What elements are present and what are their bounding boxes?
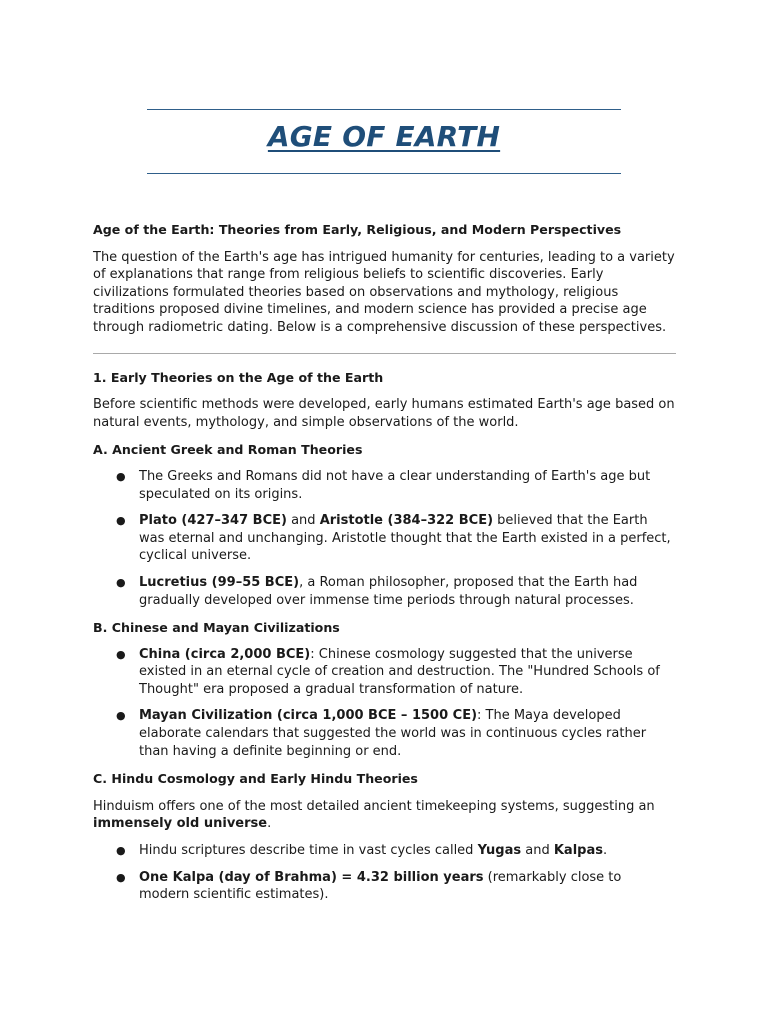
bullet-icon: ● xyxy=(116,844,126,858)
list-item xyxy=(93,468,674,503)
sectionB-list xyxy=(93,646,683,761)
bullet-icon: ● xyxy=(116,575,126,589)
list-item-text: and xyxy=(521,843,554,859)
list-item-bold: Kalpas xyxy=(553,843,603,859)
section-divider xyxy=(93,353,676,354)
list-item-text: . xyxy=(602,843,608,859)
list-item-bold: Yugas xyxy=(477,843,522,859)
list-item-bold: Mayan Civilization (circa 1,000 BCE – 1500 CE) xyxy=(139,708,478,724)
intro-paragraph: The question of the Earth's age has intrigued humanity for centuries, leading to a variety of explanations that range from religious beliefs to scientific discoveries. Early civilizations formulated theories based on observations and mythology, religious traditions proposed divine timelines, and modern science has provided a precise age through radiometric dating. Below is a comprehensive discussion of these perspectives. xyxy=(93,249,675,335)
list-item-text: The Greeks and Romans did not have a clear understanding of Earth's age but speculated on its origins. xyxy=(139,468,651,502)
paragraph-bold: immensely old universe xyxy=(93,816,268,832)
list-item xyxy=(93,646,674,699)
list-item-text: (remarkably close to modern scientific estimates). xyxy=(139,869,622,903)
list-item-text: Hindu scriptures describe time in vast cycles called xyxy=(139,843,478,859)
section1-heading: 1. Early Theories on the Age of the Earth xyxy=(93,369,384,385)
bullet-icon: ● xyxy=(116,647,126,661)
bullet-icon: ● xyxy=(116,469,126,483)
list-item xyxy=(93,869,674,904)
list-item-bold: Aristotle (384–322 BCE) xyxy=(319,513,494,529)
list-item-text: , a Roman philosopher, proposed that the Earth had gradually developed over immense time periods through natural processes. xyxy=(139,574,638,608)
bullet-icon: ● xyxy=(116,870,126,884)
subtitle-heading: Age of the Earth: Theories from Early, Religious, and Modern Perspectives xyxy=(93,222,622,237)
list-item xyxy=(93,512,674,565)
list-item xyxy=(93,842,674,860)
sectionC-paragraph xyxy=(93,798,683,833)
section1-paragraph: Before scientific methods were developed, early humans estimated Earth's age based on natural events, mythology, and simple observations of the world. xyxy=(93,397,675,430)
list-item-bold: China (circa 2,000 BCE) xyxy=(139,646,311,662)
bullet-icon: ● xyxy=(116,709,126,723)
paragraph-text: Hinduism offers one of the most detailed ancient timekeeping systems, suggesting an xyxy=(93,798,655,814)
list-item xyxy=(93,707,674,760)
paragraph-text: . xyxy=(267,816,272,832)
list-item-text: : Chinese cosmology suggested that the universe existed in an eternal cycle of creation and destruction. The "Hundred Schools of Thought" era proposed a gradual transformation of nature. xyxy=(139,646,660,697)
sectionA-list xyxy=(93,468,683,609)
sectionC-list xyxy=(93,842,683,904)
list-item-bold: One Kalpa (day of Brahma) = 4.32 billion years xyxy=(139,869,484,885)
sectionB-heading: B. Chinese and Mayan Civilizations xyxy=(93,620,340,636)
list-item-bold: Lucretius (99–55 BCE) xyxy=(139,574,300,590)
sectionA-heading: A. Ancient Greek and Roman Theories xyxy=(93,442,363,458)
title-top-rule xyxy=(147,109,621,110)
sectionC-heading: C. Hindu Cosmology and Early Hindu Theories xyxy=(93,771,418,787)
page-title: AGE OF EARTH xyxy=(267,120,501,153)
list-item-text: believed that the Earth was eternal and unchanging. Aristotle thought that the Earth existed in a perfect, cyclical universe. xyxy=(139,513,671,564)
list-item-text: and xyxy=(286,513,320,529)
title-bottom-rule xyxy=(147,173,621,174)
list-item xyxy=(93,574,674,609)
list-item-text: : The Maya developed elaborate calendars that suggested the world was in continuous cycles rather than having a definite beginning or end. xyxy=(139,708,647,759)
bullet-icon: ● xyxy=(116,514,126,528)
list-item-bold: Plato (427–347 BCE) xyxy=(139,513,287,529)
document-body xyxy=(93,221,683,904)
